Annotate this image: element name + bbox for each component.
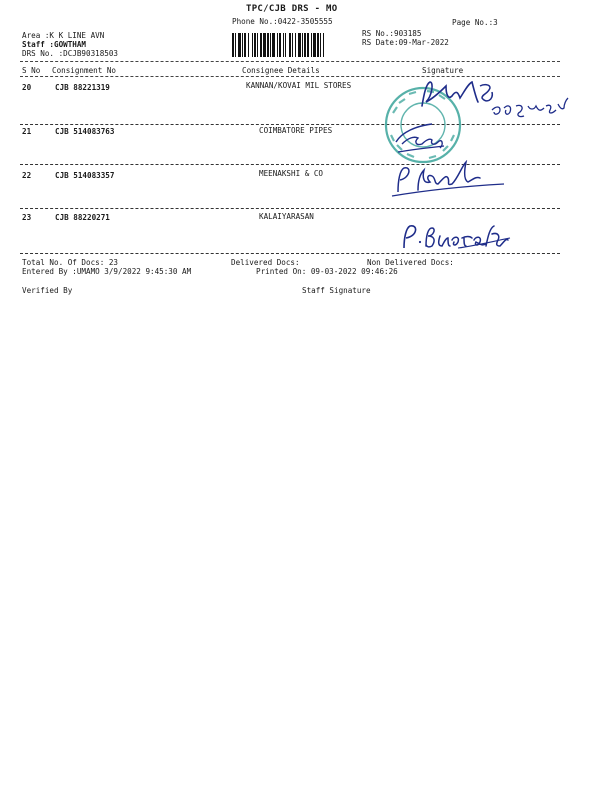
barcode [232,33,356,57]
row-consignment: CJB 514083357 [55,171,115,180]
col-consignment: Consignment No [52,66,117,75]
row-consignee: KALAIYARASAN [259,212,314,221]
delivered-docs: Delivered Docs: [231,258,300,267]
printed-on: Printed On: 09-03-2022 09:46:26 [256,267,398,276]
drs-number: DRS No. :DCJB90318503 [22,49,119,58]
row-consignment: CJB 88221319 [55,83,110,92]
row-sno: 22 [22,171,32,180]
staff-signature: Staff Signature [302,286,371,295]
staff-label: Staff :GOWTHAM [22,40,87,49]
row-sno: 23 [22,213,32,222]
document-title: TPC/CJB DRS - MO [246,4,338,14]
header-rule-top [20,61,560,62]
rs-date: RS Date:09-Mar-2022 [362,38,449,47]
col-consignee: Consignee Details [242,66,320,75]
row-consignee: KANNAN/KOVAI MIL STORES [246,81,352,90]
row-consignment: CJB 514083763 [55,127,115,136]
rs-number: RS No.:903185 [362,29,422,38]
area-label: Area :K K LINE AVN [22,31,105,40]
signature-row-21 [392,116,452,160]
signature-row-22 [388,160,508,200]
row-consignment: CJB 88220271 [55,213,110,222]
entered-by: Entered By :UMAMO 3/9/2022 9:45:30 AM [22,267,192,276]
row-separator [20,208,560,209]
col-signature: Signature [422,66,464,75]
non-delivered-docs: Non Delivered Docs: [367,258,454,267]
row-sno: 20 [22,83,32,92]
row-consignee: MEENAKSHI & CO [259,169,324,178]
phone-number: Phone No.:0422-3505555 [232,17,333,26]
signature-row-23 [398,220,514,254]
row-sno: 21 [22,127,32,136]
row-consignee: COIMBATORE PIPES [259,126,333,135]
page-number: Page No.:3 [452,18,498,27]
col-sno: S No [22,66,41,75]
total-docs: Total No. Of Docs: 23 [22,258,119,267]
verified-by: Verified By [22,286,73,295]
